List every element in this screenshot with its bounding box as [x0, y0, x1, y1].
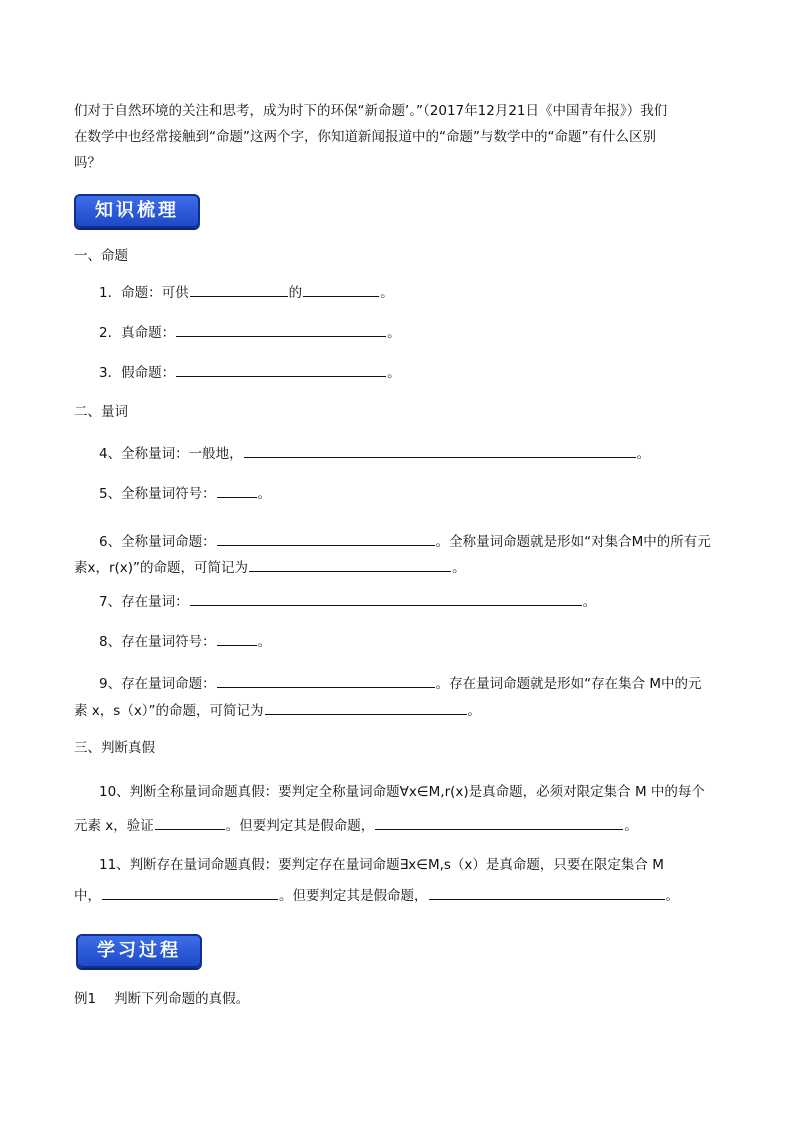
item-11-blank-b[interactable] [429, 885, 665, 900]
item-1-blank-b[interactable] [303, 282, 379, 297]
intro-line-1: 们对于自然环境的关注和思考，成为时下的环保“新命题’。”（2017年12月21日《中国青年报》）我们 [74, 103, 668, 119]
item-3-prefix: 3．假命题： [99, 365, 176, 381]
item-6-line-1 [99, 531, 711, 552]
item-5-end: 。 [257, 486, 272, 502]
item-10-line-2 [74, 815, 638, 836]
item-5 [99, 483, 271, 504]
item-11-line-2 [74, 885, 679, 906]
item-2-end: 。 [387, 325, 401, 341]
item-4-prefix: 4、全称量词：一般地， [99, 446, 243, 462]
item-6-suffix: 。全称量词命题就是形如“对集合M中的所有元 [435, 534, 711, 550]
item-9-blank-a[interactable] [217, 673, 435, 688]
item-11-blank-a[interactable] [102, 885, 278, 900]
item-7 [99, 591, 596, 612]
intro-line-2: 在数学中也经常接触到“命题”这两个字，你知道新闻报道中的“命题”与数学中的“命题”有什么区别 [74, 129, 656, 145]
item-11-line-1: 11、判断存在量词命题真假：要判定存在量词命题∃x∈M,s（x）是真命题，只要在限定集合 M [99, 857, 664, 873]
item-10-line-1: 10、判断全称量词命题真假：要判定全称量词命题∀x∈M,r(x)是真命题，必须对限定集合 M 中的每个 [99, 784, 705, 800]
example-1-text: 判断下列命题的真假。 [114, 991, 250, 1007]
item-9-suffix: 。存在量词命题就是形如“存在集合 M中的元 [435, 676, 702, 692]
item-9-line2-prefix: 素 x，s（x）”的命题，可简记为 [74, 703, 264, 719]
item-6-end: 。 [452, 560, 466, 576]
item-3-blank[interactable] [176, 362, 386, 377]
item-10-blank-b[interactable] [375, 815, 623, 830]
item-5-blank[interactable] [217, 483, 257, 498]
item-10-blank-a[interactable] [155, 815, 225, 830]
item-10-end: 。 [624, 818, 638, 834]
item-9-blank-b[interactable] [265, 700, 467, 715]
item-8-blank[interactable] [217, 631, 257, 646]
item-9-line-2 [74, 700, 481, 721]
heading-proposition: 一、命题 [74, 248, 128, 264]
item-8 [99, 631, 271, 652]
item-7-blank[interactable] [190, 591, 582, 606]
section-banner-knowledge: 知识梳理 [74, 194, 200, 228]
item-1-mid: 的 [288, 285, 303, 301]
item-2-prefix: 2．真命题： [99, 325, 176, 341]
item-3-end: 。 [387, 365, 401, 381]
item-3 [99, 362, 401, 383]
heading-quantifier: 二、量词 [74, 404, 128, 420]
item-10-line2-mid: 。但要判定其是假命题， [225, 818, 375, 834]
item-2 [99, 322, 401, 343]
item-9-line-1 [99, 673, 702, 694]
example-1-label: 例1 [74, 991, 97, 1007]
item-11-line2-mid: 。但要判定其是假命题， [279, 888, 428, 904]
item-1-end: 。 [380, 285, 394, 301]
item-5-prefix: 5、全称量词符号： [99, 486, 216, 502]
heading-truth: 三、判断真假 [74, 740, 155, 756]
item-6-line-2 [74, 557, 466, 578]
item-9-prefix: 9、存在量词命题： [99, 676, 216, 692]
item-9-end: 。 [467, 703, 482, 719]
item-2-blank[interactable] [176, 322, 386, 337]
item-8-end: 。 [257, 634, 272, 650]
item-6-blank-b[interactable] [249, 557, 451, 572]
item-11-line2-prefix: 中， [74, 888, 101, 904]
item-6-prefix: 6、全称量词命题： [99, 534, 216, 550]
section-banner-learning: 学习过程 [76, 934, 202, 968]
item-4 [99, 443, 650, 464]
item-10-line2-prefix: 元素 x，验证 [74, 818, 154, 834]
item-1-prefix: 1．命题：可供 [99, 285, 189, 301]
item-6-line2-prefix: 素x，r(x)”的命题，可简记为 [74, 560, 249, 576]
item-4-blank[interactable] [244, 443, 636, 458]
item-1-blank-a[interactable] [190, 282, 288, 297]
item-8-prefix: 8、存在量词符号： [99, 634, 216, 650]
item-11-end: 。 [665, 888, 679, 904]
intro-line-3: 吗？ [74, 155, 101, 171]
example-1 [74, 989, 249, 1009]
item-4-end: 。 [636, 446, 651, 462]
item-7-prefix: 7、存在量词： [99, 594, 189, 610]
item-6-blank-a[interactable] [217, 531, 435, 546]
item-7-end: 。 [582, 594, 597, 610]
item-1 [99, 282, 394, 303]
